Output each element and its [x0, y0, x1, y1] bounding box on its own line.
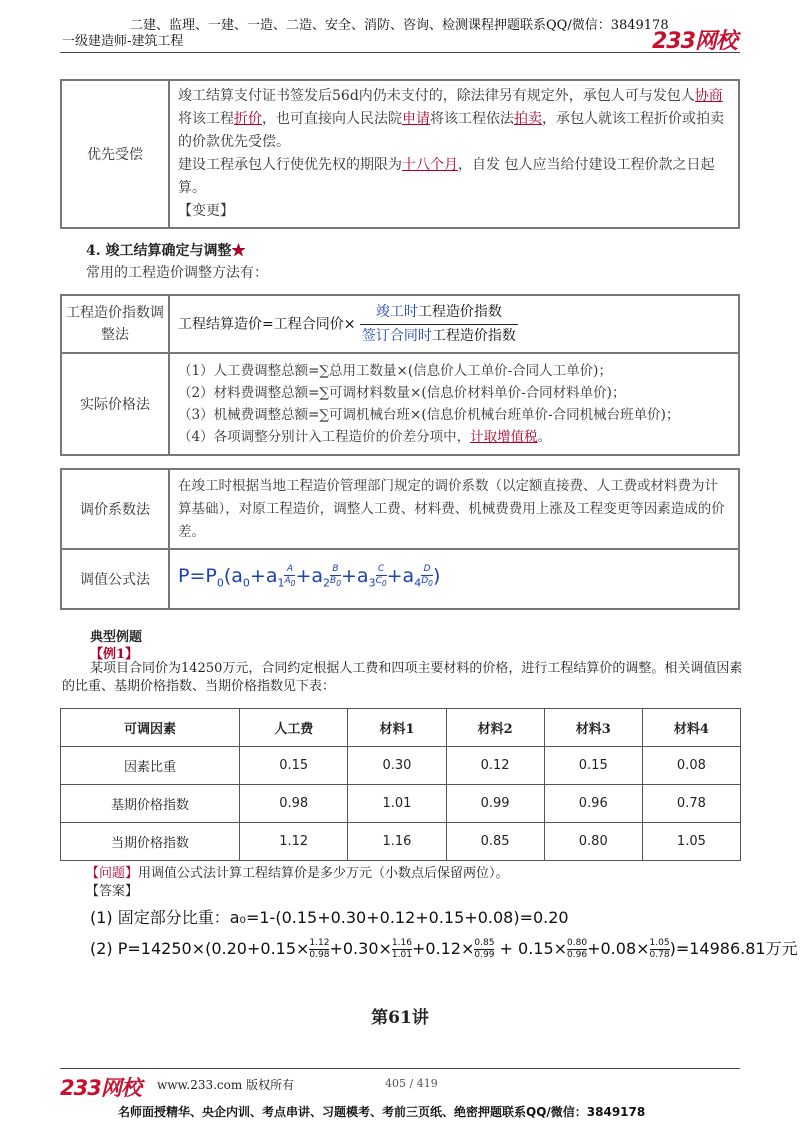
footer-contact-line: 名师面授精华、央企内训、考点串讲、习题模考、考前三页纸、绝密押题联系QQ/微信：3849178: [118, 1105, 646, 1119]
table-cell: 0.12: [446, 747, 544, 785]
table-row: [61, 823, 741, 861]
question-line: [86, 862, 509, 881]
table-cell: 0.08: [642, 747, 740, 785]
fraction-denominator: 0.96: [567, 950, 588, 960]
table-cell: 0.96: [544, 785, 642, 823]
method-label-actual: 实际价格法: [61, 353, 169, 455]
question-tag: 【问题】: [86, 866, 139, 881]
text-run: ，承包人就该工程折价或拍卖的价款优先受偿。: [178, 111, 724, 150]
answer2-fraction: [309, 938, 329, 961]
section-title: 4. 竣工结算确定与调整: [86, 243, 232, 259]
methods-table-1: [60, 294, 740, 456]
operator-text: +0.12×: [411, 939, 475, 958]
text-run: 将该工程依法: [430, 111, 514, 127]
row-label: 因素比重: [61, 747, 240, 785]
answer-step-2: [90, 936, 798, 961]
text-run: 。: [537, 429, 552, 445]
column-header: 材料3: [544, 709, 642, 747]
factor-table: [60, 708, 741, 861]
header-subject: 一级建造师-建筑工程: [62, 34, 184, 49]
denominator-index: 工程造价指数: [431, 327, 516, 344]
table-cell: 0.80: [544, 823, 642, 861]
column-header: 可调因素: [61, 709, 240, 747]
keyword-discount: 折价: [234, 111, 262, 127]
table-cell: 1.05: [642, 823, 740, 861]
priority-paragraph-2: [178, 154, 730, 200]
text-run: 竣工结算支付证书签发后56d内仍未支付的，除法律另有规定外，承包人可与发包人: [178, 88, 695, 104]
header-divider: [60, 52, 740, 53]
example-heading: 典型例题: [90, 630, 143, 645]
operator-text: + 0.15×: [494, 939, 568, 958]
operator-text: +0.30×: [329, 939, 392, 958]
footer-site: www.233.com 版权所有: [157, 1078, 295, 1092]
table-row: [61, 785, 741, 823]
adjustment-formula: $P=P_0(a_0+a_1$ $\frac{A}{A_0}$ $+a_2$ $\frac{B}{B_0}$ $+a_3$ $\frac{C}{C_0}$ $+a_4$ $\frac{D}{D_0}$ ): [169, 549, 739, 609]
answer2-terms: [309, 939, 669, 958]
page-number: 405 / 419: [385, 1077, 438, 1090]
table-cell: 0.99: [446, 785, 544, 823]
example-text: 某项目合同价为14250万元，合同约定根据人工费和四项主要材料的价格，进行工程结算价的调整。相关调值因素的比重、基期价格指数、当期价格指数见下表：: [62, 661, 743, 694]
method-label-formula: 调值公式法: [61, 549, 169, 609]
index-fraction: [360, 301, 518, 348]
text-run: （4）各项调整分别计入工程造价的价差分项中，: [178, 429, 471, 445]
question-text: 用调值公式法计算工程结算价是多少万元（小数点后保留两位）。: [138, 866, 509, 881]
keyword-eighteen-months: 十八个月: [402, 157, 458, 173]
table-cell: 1.12: [240, 823, 348, 861]
keyword-auction: 拍卖: [514, 111, 542, 127]
table-cell: 1.16: [348, 823, 446, 861]
list-item: （1）人工费调整总额=∑总用工数量×(信息价人工单价-合同人工单价)；: [178, 363, 612, 379]
text-run: ，自发 包人应当给付建设工程价款之日起算。: [178, 157, 715, 196]
table-cell: 0.85: [446, 823, 544, 861]
table-cell: 0.15: [544, 747, 642, 785]
footer-divider: [60, 1068, 740, 1069]
keyword-vat: 计取增值税: [470, 429, 538, 445]
method-label-coefficient: 调价系数法: [61, 469, 169, 549]
text-run: 建设工程承包人行使优先权的期限为: [178, 157, 402, 173]
change-tag: 【变更】: [178, 203, 234, 219]
table-header-row: [61, 709, 741, 747]
answer2-fraction: [650, 938, 670, 961]
table-cell: 0.78: [642, 785, 740, 823]
row-label: 当期价格指数: [61, 823, 240, 861]
fraction-numerator: 1.05: [649, 938, 670, 948]
keyword-negotiate: 协商: [694, 88, 723, 104]
column-header: 材料4: [642, 709, 740, 747]
actual-price-items: [169, 353, 739, 455]
column-header: 人工费: [240, 709, 348, 747]
table-row: [61, 747, 741, 785]
list-item: [178, 426, 730, 448]
keyword-apply: 申请: [402, 111, 430, 127]
answer-tag: 【答案】: [86, 884, 139, 899]
text-run: ，也可直接向人民法院: [262, 111, 402, 127]
answer2-fraction: [392, 938, 412, 961]
fraction-numerator: 1.12: [309, 938, 330, 948]
numerator-index: 工程造价指数: [417, 303, 502, 320]
priority-paragraph-1: [178, 85, 730, 154]
methods-table-2: [60, 468, 740, 610]
table-cell: 0.30: [348, 747, 446, 785]
coefficient-text: 在竣工时根据当地工程造价管理部门规定的调价系数（以定额直接费、人工费或材料费为计算基础），对原工程造价，调整人工费、材料费、机械费费用上涨及工程变更等因素造成的价差。: [169, 469, 739, 549]
fraction-numerator: 0.85: [474, 938, 495, 948]
row-label: 基期价格指数: [61, 785, 240, 823]
fraction-denominator: 0.99: [474, 950, 495, 960]
brand-logo: 233网校: [652, 29, 737, 54]
priority-table: [60, 79, 740, 229]
operator-text: +0.08×: [587, 939, 650, 958]
answer2-fraction: [474, 938, 494, 961]
text-run: 将该工程: [178, 111, 234, 127]
star-icon: ★: [231, 243, 246, 259]
lecture-title: 第61讲: [371, 1008, 429, 1028]
footer-logo: 233网校: [60, 1076, 141, 1100]
priority-label: 优先受偿: [61, 80, 169, 228]
fraction-denominator: 0.78: [649, 950, 670, 960]
table-cell: 0.15: [240, 747, 348, 785]
denominator-time: 签订合同时: [361, 327, 432, 344]
example-tag: 【例1】: [90, 647, 139, 662]
fraction-denominator: 1.01: [391, 950, 412, 960]
fraction-numerator: 0.80: [567, 938, 588, 948]
fraction-numerator: 1.16: [391, 938, 412, 948]
table-cell: 1.01: [348, 785, 446, 823]
section-heading: [86, 240, 246, 260]
column-header: 材料2: [446, 709, 544, 747]
answer2-prefix: (2) P=14250×(0.20+0.15×: [90, 939, 310, 958]
answer-step-1: (1) 固定部分比重：a₀=1-(0.15+0.30+0.12+0.15+0.08)=0.20: [90, 908, 569, 927]
numerator-time: 竣工时: [375, 303, 418, 320]
index-formula: [169, 295, 739, 353]
list-item: （3）机械费调整总额=∑可调机械台班×(信息价机械台班单价-合同机械台班单价)；: [178, 407, 680, 423]
table-cell: 0.98: [240, 785, 348, 823]
list-item: （2）材料费调整总额=∑可调材料数量×(信息价材料单价-合同材料单价)；: [178, 385, 626, 401]
section-intro: 常用的工程造价调整方法有：: [86, 265, 268, 281]
priority-content: [169, 80, 739, 228]
method-label-index: 工程造价指数调整法: [61, 295, 169, 353]
fraction-denominator: 0.98: [309, 950, 330, 960]
column-header: 材料1: [348, 709, 446, 747]
answer2-fraction: [567, 938, 587, 961]
formula-lhs: 工程结算造价=工程合同价×: [178, 316, 356, 332]
answer2-result: )=14986.81万元: [669, 939, 798, 958]
header-contact-line: 二建、监理、一建、一造、二造、安全、消防、咨询、检测课程押题联系QQ/微信：3849178: [130, 18, 669, 33]
